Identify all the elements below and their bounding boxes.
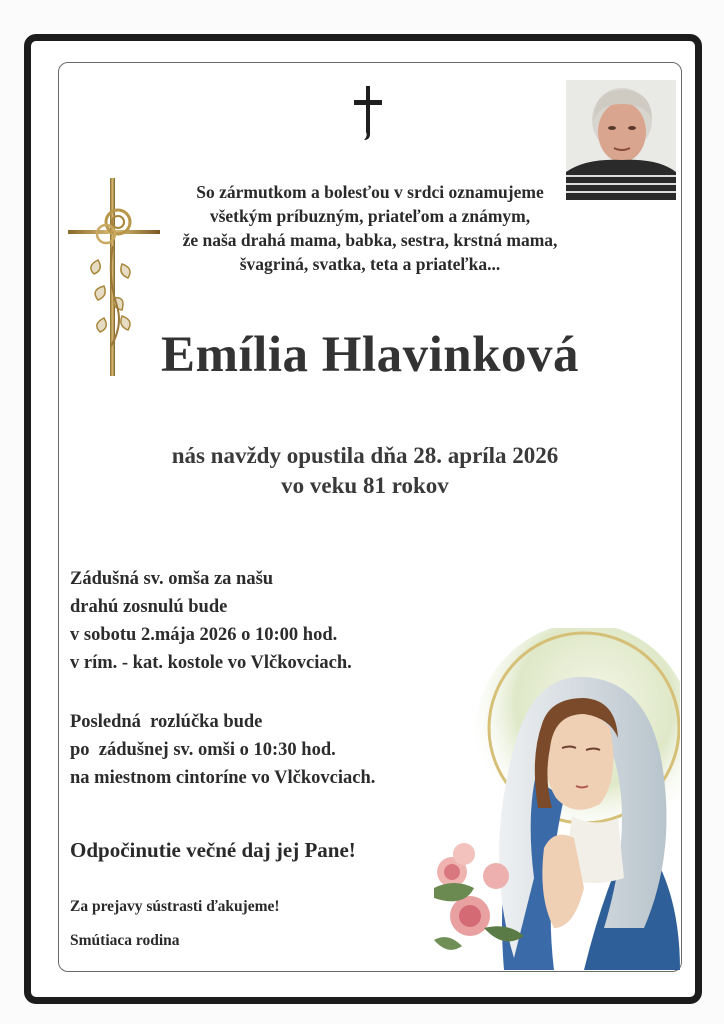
intro-line: všetkým príbuzným, priateľom a známym, (209, 206, 531, 226)
farewell-line: po zádušnej sv. omši o 10:30 hod. (70, 740, 336, 760)
death-info (60, 441, 670, 501)
mass-info (70, 565, 352, 677)
death-line: vo veku 81 rokov (281, 473, 449, 498)
farewell-line: Posledná rozlúčka bude (70, 712, 263, 732)
intro-line: že naša drahá mama, babka, sestra, krstná mama, (182, 230, 558, 250)
mass-line: v sobotu 2.mája 2026 o 10:00 hod. (70, 625, 338, 645)
intro-line: švagriná, svatka, teta a priateľka... (239, 254, 501, 274)
mass-line: Zádušná sv. omša za našu (70, 569, 274, 589)
death-line: nás navždy opustila dňa 28. apríla 2026 (171, 443, 559, 468)
intro-line: So zármutkom a bolesťou v srdci oznamujeme (196, 182, 544, 202)
deceased-name: Emília Hlavinková (161, 327, 579, 383)
madonna-image (434, 628, 680, 970)
cross-icon (350, 84, 386, 142)
intro-text (120, 180, 620, 276)
farewell-info (70, 708, 375, 792)
farewell-line: na miestnom cintoríne vo Vlčkovciach. (70, 768, 376, 788)
thanks-text: Za prejavy sústrasti ďakujeme! (70, 898, 280, 915)
signature-text: Smútiaca rodina (70, 932, 180, 949)
mass-line: v rím. - kat. kostole vo Vlčkovciach. (70, 653, 352, 673)
mass-line: drahú zosnulú bude (70, 597, 228, 617)
prayer-text: Odpočinutie večné daj jej Pane! (70, 838, 356, 862)
